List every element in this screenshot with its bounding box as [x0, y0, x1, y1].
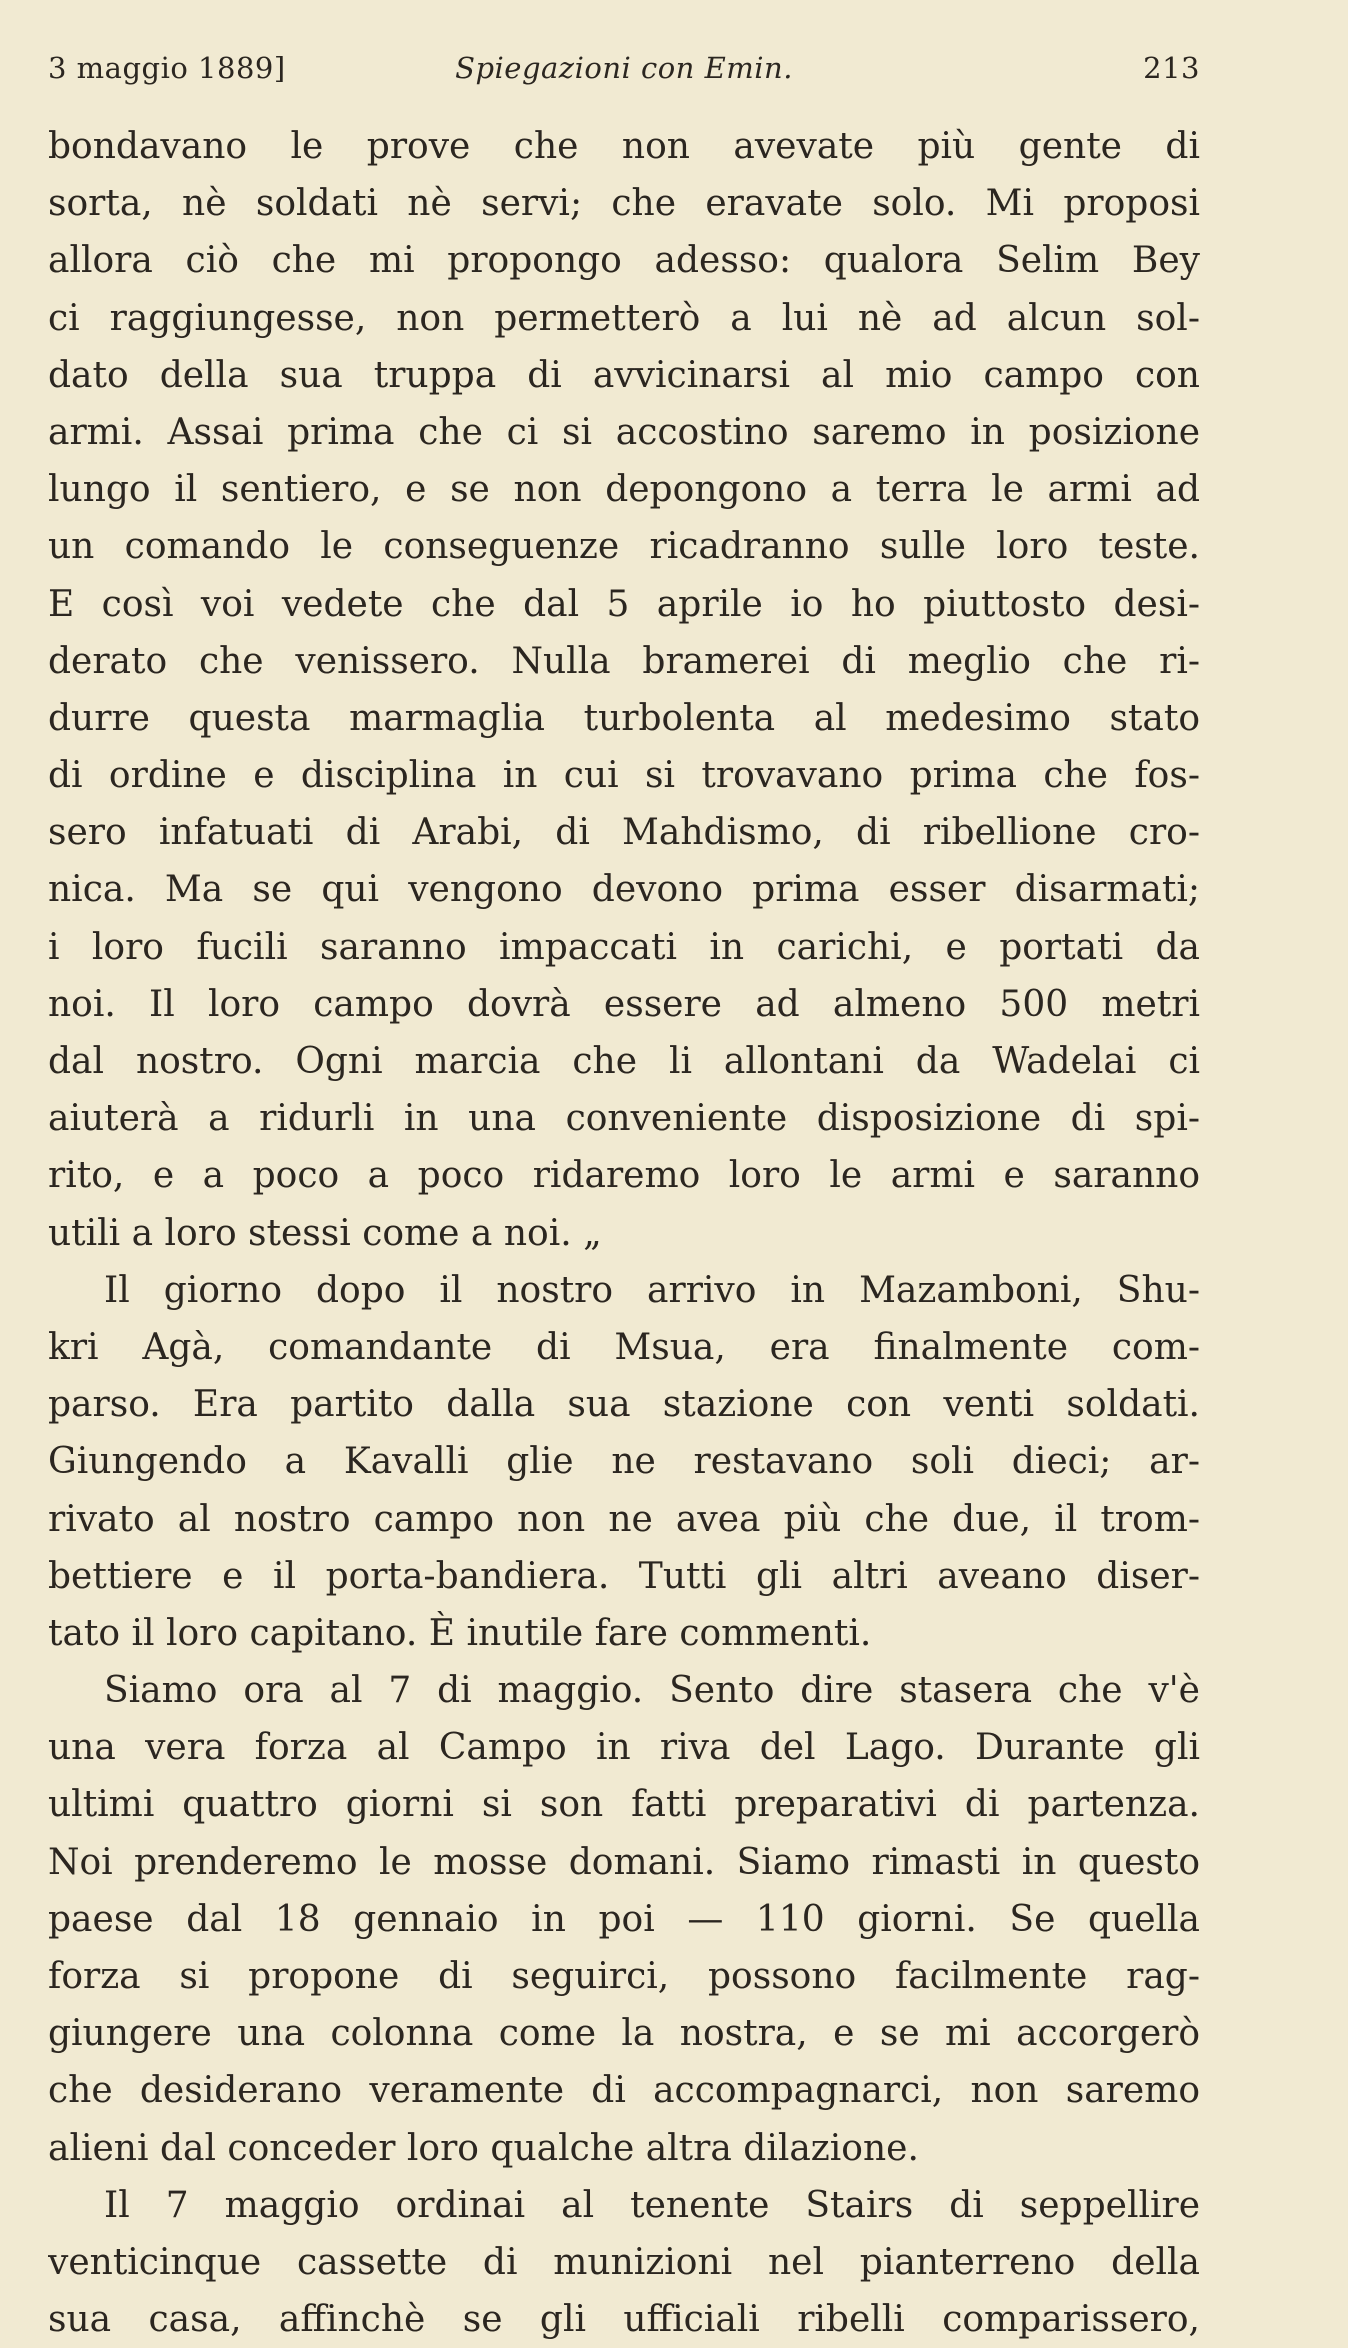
text-line: armi. Assai prima che ci si accostino saremo in posizione: [48, 411, 1200, 453]
text-line: nica. Ma se qui vengono devono prima esser disarmati;: [48, 869, 1200, 911]
text-line: venticinque cassette di munizioni nel pianterreno della: [48, 2241, 1200, 2283]
text-line: Siamo ora al 7 di maggio. Sento dire stasera che v'è: [104, 1670, 1200, 1712]
text-line: durre questa marmaglia turbolenta al medesimo stato: [48, 697, 1200, 739]
text-line: Il giorno dopo il nostro arrivo in Mazamboni, Shu-: [104, 1269, 1200, 1311]
text-line: bondavano le prove che non avevate più gente di: [48, 126, 1200, 167]
text-line: sero infatuati di Arabi, di Mahdismo, di ribellione cro-: [48, 812, 1200, 854]
text-line: tato il loro capitano. È inutile fare commenti.: [48, 1612, 872, 1654]
text-line: paese dal 18 gennaio in poi — 110 giorni. Se quella: [48, 1898, 1200, 1940]
running-head-title: Spiegazioni con Emin.: [455, 51, 793, 85]
text-line: allora ciò che mi propongo adesso: qualora Selim Bey: [48, 240, 1200, 282]
text-line: un comando le conseguenze ricadranno sulle loro teste.: [48, 526, 1200, 568]
text-line: aiuterà a ridurli in una conveniente disposizione di spi-: [48, 1098, 1200, 1140]
text-line: utili a loro stessi come a noi. „: [48, 1212, 602, 1254]
page-number: 213: [1143, 51, 1200, 85]
text-line: lungo il sentiero, e se non depongono a terra le armi ad: [48, 469, 1200, 511]
text-line: sorta, nè soldati nè servi; che eravate solo. Mi proposi: [48, 183, 1200, 225]
text-line: sua casa, affinchè se gli ufficiali ribelli comparissero,: [48, 2299, 1200, 2341]
text-line: noi. Il loro campo dovrà essere ad almeno 500 metri: [48, 983, 1200, 1025]
text-line: parso. Era partito dalla sua stazione con venti soldati.: [48, 1384, 1200, 1426]
text-line: forza si propone di seguirci, possono facilmente rag-: [48, 1956, 1200, 1997]
text-line: una vera forza al Campo in riva del Lago. Durante gli: [48, 1727, 1200, 1769]
running-head: [48, 46, 1200, 90]
text-line: E così voi vedete che dal 5 aprile io ho piuttosto desi-: [48, 583, 1200, 625]
text-line: ultimi quattro giorni si son fatti preparativi di partenza.: [48, 1784, 1200, 1826]
text-line: derato che venissero. Nulla bramerei di meglio che ri-: [48, 640, 1200, 682]
text-line: che desiderano veramente di accompagnarci, non saremo: [48, 2070, 1200, 2112]
text-line: ci raggiungesse, non permetterò a lui nè ad alcun sol-: [48, 297, 1200, 339]
text-line: Noi prenderemo le mosse domani. Siamo rimasti in questo: [48, 1841, 1200, 1883]
text-line: dato della sua truppa di avvicinarsi al mio campo con: [48, 354, 1200, 396]
text-line: di ordine e disciplina in cui si trovavano prima che fos-: [48, 755, 1200, 797]
text-line: dal nostro. Ogni marcia che li allontani da Wadelai ci: [48, 1041, 1200, 1082]
text-line: i loro fucili saranno impaccati in carichi, e portati da: [48, 926, 1200, 968]
text-line: Il 7 maggio ordinai al tenente Stairs di seppellire: [104, 2184, 1200, 2226]
text-line: bettiere e il porta-bandiera. Tutti gli altri aveano diser-: [48, 1555, 1200, 1597]
text-line: giungere una colonna come la nostra, e se mi accorgerò: [48, 2013, 1200, 2055]
text-line: kri Agà, comandante di Msua, era finalmente com-: [48, 1326, 1200, 1368]
running-head-date: 3 maggio 1889]: [48, 51, 286, 85]
text-line: Giungendo a Kavalli glie ne restavano soli dieci; ar-: [48, 1441, 1200, 1483]
text-line: alieni dal conceder loro qualche altra dilazione.: [48, 2127, 919, 2169]
text-line: rivato al nostro campo non ne avea più che due, il trom-: [48, 1498, 1200, 1540]
body-text: [48, 118, 1200, 2348]
text-line: rito, e a poco a poco ridaremo loro le armi e saranno: [48, 1155, 1200, 1197]
